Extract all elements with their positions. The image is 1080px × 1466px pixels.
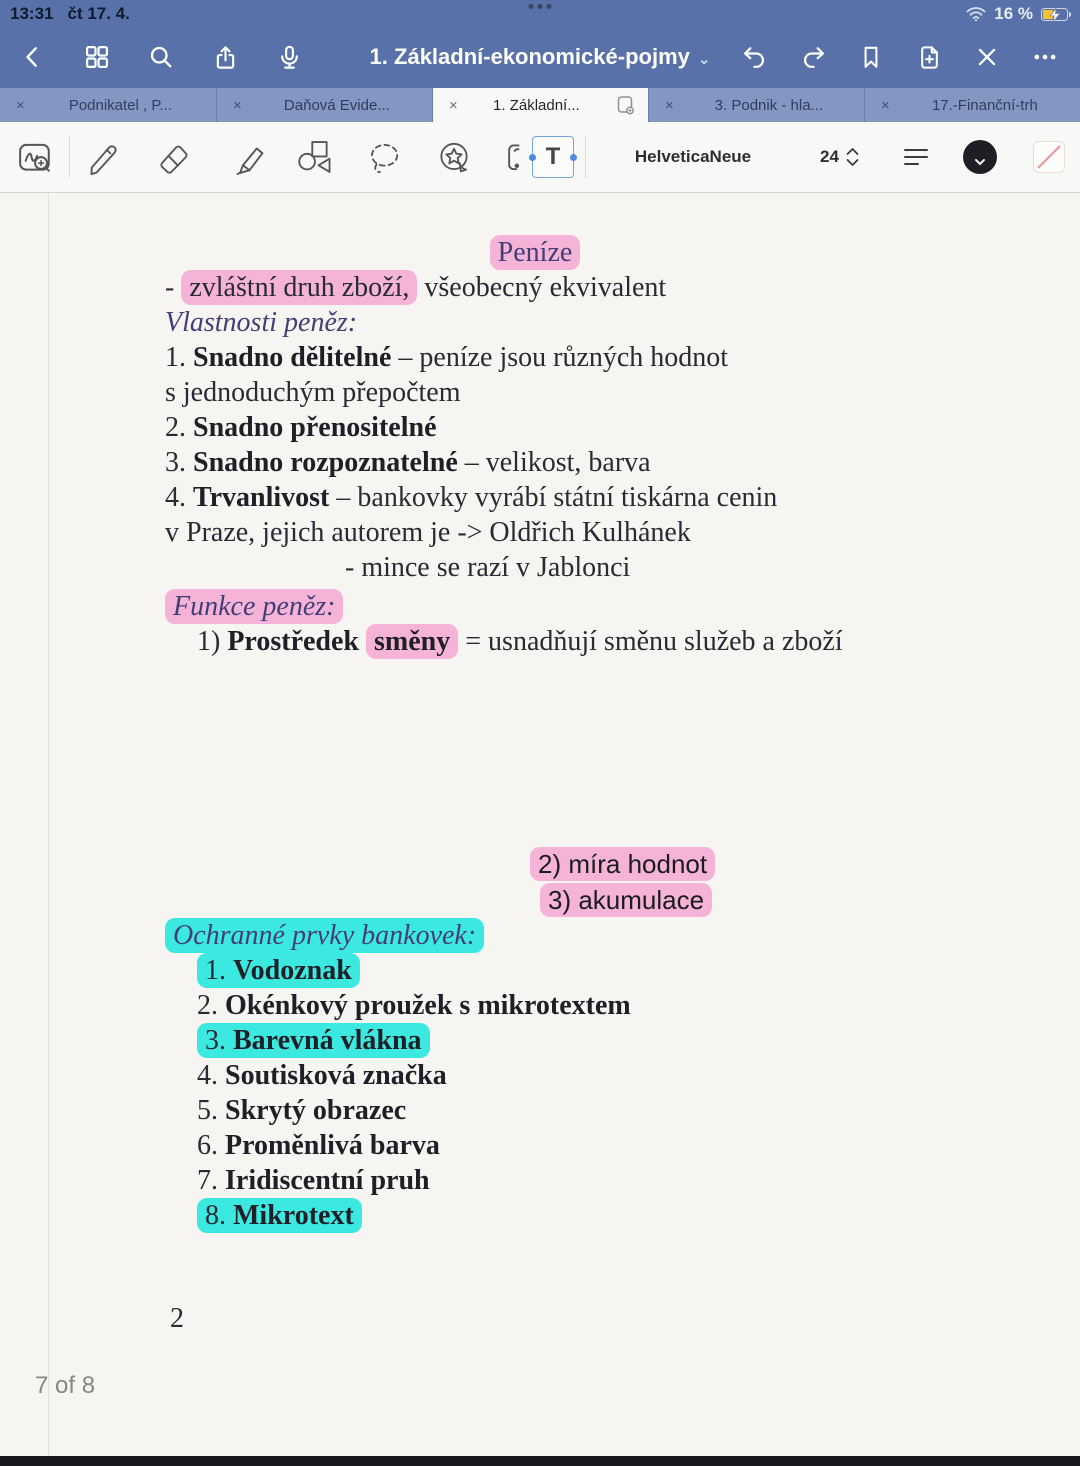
fill-color-none-swatch[interactable] <box>1033 141 1065 173</box>
text-segment: – bankovky vyrábí státní tiskárna cenin <box>329 482 778 513</box>
doc-line-barevna-vlakna <box>197 1023 925 1058</box>
status-bar <box>0 0 1080 26</box>
document-page[interactable] <box>0 193 1080 1456</box>
font-family-selector[interactable]: HelveticaNeue <box>634 147 752 166</box>
bold-term: Mikrotext <box>233 1200 354 1231</box>
list-number: 7. <box>197 1165 225 1196</box>
doc-heading-vlastnosti: Vlastnosti peněz: <box>165 307 358 338</box>
zoom-writing-tool-icon[interactable] <box>13 135 57 179</box>
toolbar-separator <box>69 136 70 178</box>
tab-document-icon <box>615 94 636 116</box>
nav-right-group <box>738 40 1080 74</box>
page-content <box>165 193 925 1336</box>
add-page-icon[interactable] <box>912 40 946 74</box>
text-segment: – peníze jsou různých hodnot <box>391 342 729 373</box>
pink-highlight: Funkce peněz: <box>165 589 343 624</box>
list-number: 8. <box>205 1200 233 1231</box>
bold-term: Barevná vlákna <box>233 1025 422 1056</box>
page-left-edge <box>48 193 49 1456</box>
document-title-dropdown[interactable] <box>370 44 711 70</box>
pink-highlight: 2) míra hodnot <box>530 847 715 881</box>
pen-tool-icon[interactable] <box>81 135 125 179</box>
battery-icon <box>1041 8 1068 21</box>
bold-term: Snadno rozpoznatelné <box>193 447 458 478</box>
list-number: 4. <box>197 1060 225 1091</box>
tab-zakladni-pojmy-active[interactable] <box>432 88 648 122</box>
list-number: 2. <box>165 412 193 443</box>
doc-title-highlight: Peníze <box>490 235 581 270</box>
doc-line-prenositelne <box>165 410 925 445</box>
bold-term: Trvanlivost <box>193 482 330 513</box>
tab-label: Podnikatel , P... <box>68 96 172 114</box>
text-segment: – velikost, barva <box>457 447 651 478</box>
stepper-chevrons-icon <box>845 145 860 169</box>
tab-label: 17.-Finanční-trh <box>931 96 1038 114</box>
cyan-highlight <box>197 1198 362 1233</box>
tab-podnik[interactable] <box>648 88 864 122</box>
list-number: 1. <box>205 955 233 986</box>
text-tool-icon[interactable] <box>532 136 574 178</box>
text-color-swatch[interactable] <box>963 140 997 174</box>
undo-icon[interactable] <box>738 40 772 74</box>
nav-toolbar <box>0 26 1080 88</box>
wifi-icon <box>966 7 986 22</box>
eraser-tool-icon[interactable] <box>150 135 194 179</box>
font-size-stepper[interactable] <box>820 145 860 169</box>
list-number: 1) <box>197 626 228 657</box>
tab-financni-trh[interactable] <box>864 88 1080 122</box>
back-button[interactable] <box>16 40 50 74</box>
doc-line-promenliva <box>197 1128 925 1163</box>
document-title: 1. Základní-ekonomické-pojmy <box>369 44 690 69</box>
status-left <box>10 4 130 24</box>
toolbar-separator <box>585 136 586 178</box>
page-indicator: 7 of 8 <box>35 1372 96 1399</box>
text-segment: - <box>165 272 182 303</box>
doc-line-equivalent <box>165 270 925 305</box>
doc-title <box>165 235 905 270</box>
doc-line-prepocet: s jednoduchým přepočtem <box>165 377 461 408</box>
battery-percent: 16 % <box>994 4 1033 23</box>
bold-term: Snadno dělitelné <box>193 342 392 373</box>
tab-close-icon[interactable]: × <box>16 96 25 114</box>
pink-highlight: zvláštní druh zboží, <box>181 270 417 305</box>
selection-handle <box>529 154 536 161</box>
typed-note-akumulace[interactable] <box>540 882 925 918</box>
text-segment: = usnadňují směnu služeb a zboží <box>458 626 843 657</box>
home-indicator-bar <box>0 1456 1080 1466</box>
list-number: 5. <box>197 1095 225 1126</box>
text-segment: všeobecný ekvivalent <box>417 272 667 303</box>
app-header <box>0 0 1080 88</box>
tab-close-icon[interactable]: × <box>665 96 674 114</box>
doc-line-mikrotext <box>197 1198 925 1233</box>
doc-line-vodoznak <box>197 953 925 988</box>
pink-highlight: 3) akumulace <box>540 883 712 917</box>
status-time: 13:31 <box>10 4 54 23</box>
selection-handle <box>570 154 577 161</box>
bold-term: Okénkový proužek s mikrotextem <box>225 990 631 1021</box>
bold-term: Vodoznak <box>233 955 352 986</box>
shapes-tool-icon[interactable] <box>291 134 337 180</box>
thumbnails-icon[interactable] <box>80 40 114 74</box>
list-number: 3. <box>205 1025 233 1056</box>
redo-icon[interactable] <box>796 40 830 74</box>
list-number: 3. <box>165 447 193 478</box>
doc-line-okenkovy <box>197 988 925 1023</box>
pink-highlight <box>366 624 458 659</box>
bold-term: Proměnlivá barva <box>225 1130 440 1161</box>
doc-line-skryty <box>197 1093 925 1128</box>
share-icon[interactable] <box>208 40 242 74</box>
close-icon[interactable] <box>970 40 1004 74</box>
bold-term: Iridiscentní pruh <box>225 1165 430 1196</box>
doc-heading-funkce <box>165 589 925 624</box>
list-number: 6. <box>197 1130 225 1161</box>
tab-label: 1. Základní... <box>493 96 580 114</box>
cyan-highlight <box>197 953 360 988</box>
doc-line-praze: v Praze, jejich autorem je -> Oldřich Kulhánek <box>165 517 691 548</box>
bold-term: směny <box>374 626 451 657</box>
elements-tool-icon[interactable] <box>431 134 477 180</box>
format-toolbar <box>0 122 1080 193</box>
microphone-icon[interactable] <box>272 40 306 74</box>
font-size-value: 24 <box>820 147 839 166</box>
bold-term: Snadno přenositelné <box>193 412 437 443</box>
blank-space <box>165 659 925 846</box>
doc-line-rozpoznatelne <box>165 445 925 480</box>
doc-line-prostredek-smeny <box>197 624 925 659</box>
tab-danova-evidence[interactable] <box>216 88 432 122</box>
search-icon[interactable] <box>144 40 178 74</box>
status-right <box>966 4 1068 24</box>
doc-line-soutiskova <box>197 1058 925 1093</box>
tab-close-icon[interactable]: × <box>881 96 890 114</box>
tab-podnikatel[interactable] <box>0 88 216 122</box>
bookmark-icon[interactable] <box>854 40 888 74</box>
cyan-highlight: Ochranné prvky bankovek: <box>165 918 484 953</box>
doc-page-number: 2 <box>170 1303 184 1334</box>
doc-line-jablonec: - mince se razí v Jablonci <box>345 552 631 583</box>
doc-line-trvanlivost <box>165 480 925 515</box>
multitask-dots-icon <box>529 4 552 9</box>
doc-line-iridiscentni <box>197 1163 925 1198</box>
bold-term: Skrytý obrazec <box>225 1095 407 1126</box>
bold-term: Soutisková značka <box>225 1060 447 1091</box>
status-date: čt 17. 4. <box>67 4 130 23</box>
list-number: 1. <box>165 342 193 373</box>
image-tool-icon[interactable] <box>493 135 533 179</box>
nav-left-group <box>0 40 306 74</box>
lasso-tool-icon[interactable] <box>361 134 407 180</box>
doc-line-delitelne <box>165 340 925 375</box>
tab-label: Daňová Evide... <box>283 96 390 114</box>
list-number: 4. <box>165 482 193 513</box>
cyan-highlight <box>197 1023 430 1058</box>
tab-close-icon[interactable]: × <box>233 96 242 114</box>
typed-note-mira-hodnot[interactable] <box>530 846 925 882</box>
tab-close-icon[interactable]: × <box>449 96 458 114</box>
chevron-down-icon: ⌄ <box>697 51 711 68</box>
more-icon[interactable] <box>1028 40 1062 74</box>
doc-heading-ochranne <box>165 918 925 953</box>
tab-bar <box>0 88 1080 122</box>
list-number: 2. <box>197 990 225 1021</box>
highlighter-tool-icon[interactable] <box>227 135 271 179</box>
tab-label: 3. Podnik - hla... <box>714 96 824 114</box>
text-tool-glyph: T <box>545 143 561 170</box>
text-align-icon[interactable] <box>901 144 931 170</box>
bold-term: Prostředek <box>227 626 367 657</box>
